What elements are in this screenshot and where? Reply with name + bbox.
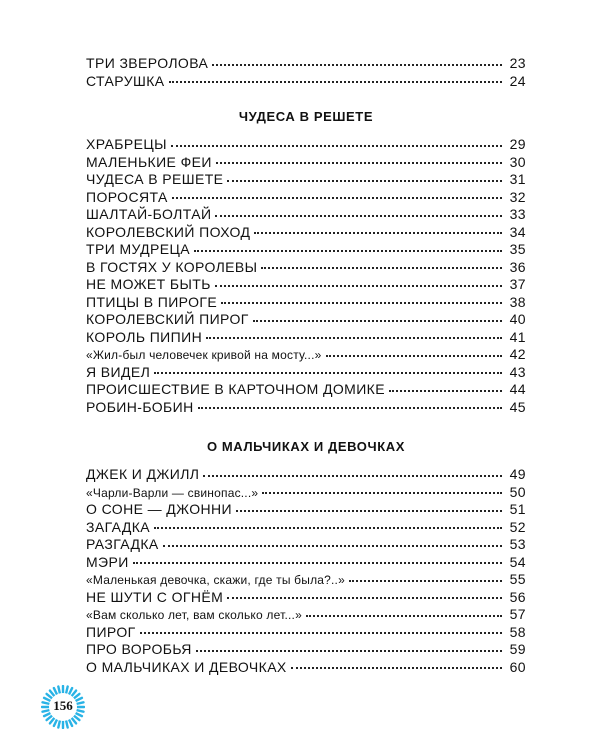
toc-entry[interactable] (86, 154, 526, 172)
toc-entry-page: 49 (509, 466, 526, 482)
toc-entry[interactable] (86, 241, 526, 259)
sunburst-ray (69, 688, 72, 694)
toc-entry[interactable] (86, 484, 526, 502)
section-heading: ЧУДЕСА В РЕШЕТЕ (238, 109, 374, 124)
dot-leader (172, 195, 502, 199)
toc-entry-page: 33 (509, 206, 526, 222)
toc-entry-title: «Маленькая девочка, скажи, где ты была?..» (86, 573, 345, 587)
toc-entry[interactable] (86, 519, 526, 537)
toc-entry-page: 32 (509, 188, 526, 205)
toc-entry-page: 56 (509, 588, 526, 605)
toc-entry[interactable] (86, 73, 526, 91)
dot-leader (196, 648, 502, 652)
dot-leader (215, 283, 502, 287)
toc-entry[interactable] (86, 171, 526, 189)
toc-entry-page: 44 (509, 381, 526, 397)
toc-entry-page: 41 (509, 328, 526, 345)
dot-leader (227, 178, 502, 182)
toc-entry-page: 38 (509, 293, 526, 310)
dot-leader (215, 213, 502, 217)
toc-entry-page: 35 (509, 241, 526, 257)
toc-entry-page: 57 (509, 606, 526, 622)
toc-entry-title: О СОНЕ — ДЖОННИ (86, 501, 232, 517)
toc-entry-title: ПРО ВОРОБЬЯ (86, 641, 192, 657)
dot-leader (254, 230, 502, 234)
toc-entry-title: ПРОИСШЕСТВИЕ В КАРТОЧНОМ ДОМИКЕ (86, 381, 385, 397)
page-number: 156 (53, 698, 73, 713)
toc-entry[interactable] (86, 536, 526, 554)
toc-entry-title: НЕ ШУТИ С ОГНЁМ (86, 588, 224, 605)
toc-entry-title: КОРОЛЕВСКИЙ ПОХОД (86, 223, 251, 240)
toc-entry-title: НЕ МОЖЕТ БЫТЬ (86, 276, 211, 292)
toc-entry-page: 31 (509, 171, 526, 187)
toc-section-continued (86, 55, 526, 90)
toc-entry-title: ЧУДЕСА В РЕШЕТЕ (86, 171, 224, 187)
toc-entry-page: 55 (509, 571, 526, 587)
sunburst-ray (50, 691, 54, 696)
toc-entry[interactable] (86, 294, 526, 312)
dot-leader (203, 473, 502, 477)
toc-entry[interactable] (86, 589, 526, 607)
toc-entry[interactable] (86, 311, 526, 329)
sunburst-ray (47, 716, 52, 720)
toc-entry-title: МЭРИ (86, 553, 129, 570)
toc-entry-title: РОБИН-БОБИН (86, 398, 194, 415)
dot-leader (326, 353, 503, 357)
toc-entry-page: 23 (509, 55, 526, 71)
toc-entry[interactable] (86, 346, 526, 364)
toc-entry-title: ДЖЕК И ДЖИЛЛ (86, 466, 200, 482)
page-number-badge (41, 685, 85, 729)
toc-entry-page: 30 (509, 153, 526, 170)
dot-leader (206, 335, 502, 339)
dot-leader (236, 508, 502, 512)
dot-leader (253, 318, 502, 322)
toc-entry[interactable] (86, 55, 526, 73)
toc-entry[interactable] (86, 206, 526, 224)
toc-entry-page: 60 (509, 658, 526, 675)
toc-entry[interactable] (86, 329, 526, 347)
toc-entry-page: 50 (509, 483, 526, 500)
toc-entry-page: 37 (509, 276, 526, 292)
dot-leader (227, 595, 502, 599)
toc-entry-title: ЗАГАДКА (86, 518, 151, 535)
toc-entry-title: В ГОСТЯХ У КОРОЛЕВЫ (86, 258, 258, 275)
dot-leader (216, 160, 502, 164)
toc-entry-page: 53 (509, 536, 526, 552)
dot-leader (262, 490, 502, 494)
toc-entry-title: «Жил-был человечек кривой на мосту...» (86, 348, 322, 362)
toc-entry-title: Я ВИДЕЛ (86, 363, 151, 380)
toc-entry[interactable] (86, 276, 526, 294)
toc-entry[interactable] (86, 641, 526, 659)
dot-leader (154, 370, 502, 374)
toc-entry[interactable] (86, 364, 526, 382)
toc-entry[interactable] (86, 259, 526, 277)
toc-entry[interactable] (86, 606, 526, 624)
sunburst-ray (58, 721, 60, 728)
toc-entry[interactable] (86, 466, 526, 484)
toc-entry[interactable] (86, 381, 526, 399)
toc-entry-page: 42 (509, 346, 526, 362)
toc-entry-page: 29 (509, 136, 526, 152)
toc-entry-title: КОРОЛЬ ПИПИН (86, 328, 203, 345)
toc-entry-title: ПИРОГ (86, 623, 136, 640)
dot-leader (163, 543, 502, 547)
dot-leader (291, 665, 502, 669)
toc-entry-title: ТРИ МУДРЕЦА (86, 241, 191, 257)
sunburst-ray (74, 716, 79, 720)
toc-entry-page: 24 (509, 72, 526, 89)
sunburst-ray (66, 721, 68, 728)
toc-entry-title: КОРОЛЕВСКИЙ ПИРОГ (86, 311, 249, 327)
dot-leader (154, 525, 502, 529)
toc-entry[interactable] (86, 501, 526, 519)
toc-entry[interactable] (86, 399, 526, 417)
toc-entry-title: ТРИ ЗВЕРОЛОВА (86, 55, 209, 71)
sunburst-ray (66, 687, 68, 694)
toc-entry-title: МАЛЕНЬКИЕ ФЕИ (86, 153, 212, 170)
toc-entry-title: СТАРУШКА (86, 72, 165, 89)
dot-leader (261, 265, 502, 269)
toc-entry-title: «Чарли-Варли — свинопас...» (86, 485, 259, 500)
sunburst-ray (72, 718, 76, 723)
toc-entry-page: 34 (509, 223, 526, 240)
toc-entry-page: 43 (509, 363, 526, 380)
sunburst-ray (72, 691, 76, 696)
dot-leader (221, 300, 502, 304)
toc-section-boys-girls (86, 466, 526, 676)
dot-leader (306, 613, 502, 617)
dot-leader (169, 79, 502, 83)
sunburst-ray (54, 688, 57, 694)
toc-entry-title: ШАЛТАЙ-БОЛТАЙ (86, 206, 212, 222)
dot-leader (194, 248, 502, 252)
toc-entry-page: 45 (509, 398, 526, 415)
toc-entry[interactable] (86, 659, 526, 677)
dot-leader (140, 630, 502, 634)
sunburst-ray (50, 718, 54, 723)
toc-entry-page: 52 (509, 518, 526, 535)
toc-entry-title: ПТИЦЫ В ПИРОГЕ (86, 293, 218, 310)
toc-entry-title: «Вам сколько лет, вам сколько лет...» (86, 608, 302, 622)
sunburst-ray (69, 720, 72, 726)
toc-entry[interactable] (86, 571, 526, 589)
sunburst-ray (54, 720, 57, 726)
dot-leader (171, 143, 502, 147)
sunburst-ray (58, 687, 60, 694)
toc-section-miracles (86, 136, 526, 416)
toc-entry-page: 59 (509, 641, 526, 657)
toc-entry-title: РАЗГАДКА (86, 536, 159, 552)
toc-entry[interactable] (86, 224, 526, 242)
dot-leader (349, 578, 502, 582)
toc-entry-page: 51 (509, 501, 526, 517)
toc-entry[interactable] (86, 189, 526, 207)
toc-entry-title: О МАЛЬЧИКАХ И ДЕВОЧКАХ (86, 658, 287, 675)
dot-leader (389, 388, 502, 392)
toc-entry[interactable] (86, 136, 526, 154)
dot-leader (212, 62, 502, 66)
toc-entry-page: 54 (509, 553, 526, 570)
toc-entry-page: 58 (509, 623, 526, 640)
toc-entry[interactable] (86, 624, 526, 642)
toc-entry-page: 40 (509, 311, 526, 327)
toc-entry-title: ХРАБРЕЦЫ (86, 136, 167, 152)
dot-leader (198, 405, 502, 409)
section-heading: О МАЛЬЧИКАХ И ДЕВОЧКАХ (206, 439, 406, 454)
dot-leader (133, 560, 502, 564)
toc-entry[interactable] (86, 554, 526, 572)
toc-entry-page: 36 (509, 258, 526, 275)
toc-entry-title: ПОРОСЯТА (86, 188, 168, 205)
